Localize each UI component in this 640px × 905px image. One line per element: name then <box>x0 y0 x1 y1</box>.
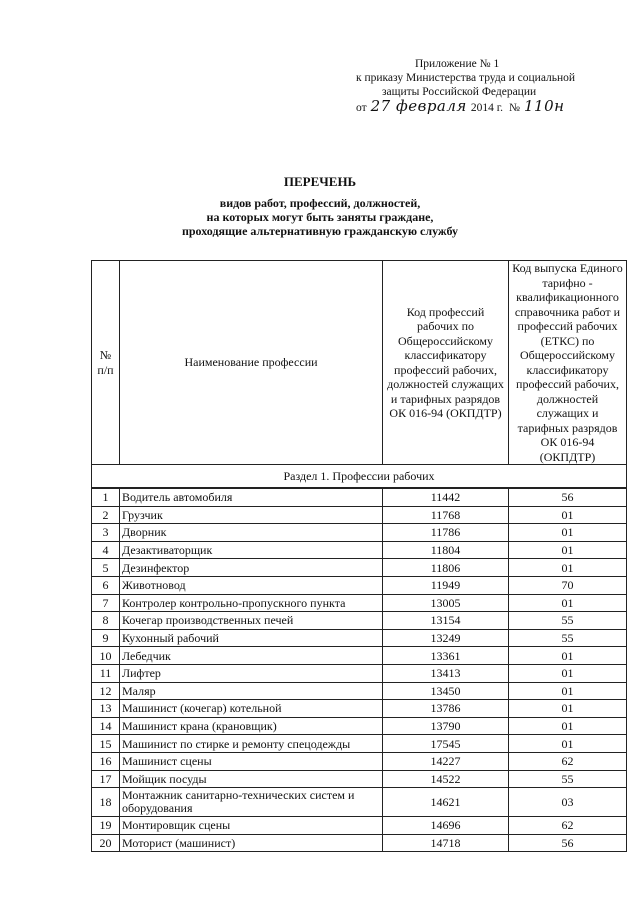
row-etks-code: 01 <box>509 664 627 682</box>
table-row <box>92 834 627 852</box>
row-profession-name: Машинист крана (крановщик) <box>120 717 383 735</box>
row-number: 2 <box>92 506 120 524</box>
appendix-block <box>300 57 620 115</box>
table-row <box>92 717 627 735</box>
header-etks: Код выпуска Единого тарифно - квалификационного справочника работ и профессий рабочих (ЕТКС) по Общероссийскому классификатору профессий рабочих, должностей служащих и тарифных разрядов ОК 016-94 (ОКПДТР) <box>509 261 627 465</box>
row-profession-name: Дезинфектор <box>120 559 383 577</box>
date-prefix: от <box>356 102 367 114</box>
row-etks-code: 70 <box>509 576 627 594</box>
row-etks-code: 01 <box>509 541 627 559</box>
row-etks-code: 01 <box>509 735 627 753</box>
row-etks-code: 03 <box>509 788 627 817</box>
row-profession-name: Животновод <box>120 576 383 594</box>
row-etks-code: 01 <box>509 594 627 612</box>
row-profession-name: Маляр <box>120 682 383 700</box>
header-num: № п/п <box>92 261 120 465</box>
row-profession-name: Дворник <box>120 524 383 542</box>
table-row <box>92 559 627 577</box>
row-okpdtr-code: 11786 <box>383 524 509 542</box>
table-row <box>92 541 627 559</box>
number-sign: № <box>509 102 521 114</box>
section-title: Раздел 1. Профессии рабочих <box>92 465 627 489</box>
row-etks-code: 01 <box>509 524 627 542</box>
table-row <box>92 647 627 665</box>
row-okpdtr-code: 11804 <box>383 541 509 559</box>
subtitle-line-3: проходящие альтернативную гражданскую службу <box>181 224 459 238</box>
row-number: 20 <box>92 834 120 852</box>
row-number: 9 <box>92 629 120 647</box>
subtitle-line-2: на которых могут быть заняты граждане, <box>206 210 434 224</box>
table-row <box>92 664 627 682</box>
row-profession-name: Кочегар производственных печей <box>120 612 383 630</box>
row-number: 11 <box>92 664 120 682</box>
appendix-date-line <box>300 99 620 115</box>
row-number: 16 <box>92 752 120 770</box>
table-row <box>92 700 627 718</box>
row-etks-code: 01 <box>509 647 627 665</box>
row-etks-code: 55 <box>509 612 627 630</box>
row-etks-code: 56 <box>509 488 627 506</box>
row-number: 8 <box>92 612 120 630</box>
row-okpdtr-code: 14227 <box>383 752 509 770</box>
row-etks-code: 01 <box>509 506 627 524</box>
row-profession-name: Лебедчик <box>120 647 383 665</box>
row-profession-name: Мойщик посуды <box>120 770 383 788</box>
row-profession-name: Машинист сцены <box>120 752 383 770</box>
row-okpdtr-code: 13249 <box>383 629 509 647</box>
table-row <box>92 788 627 817</box>
row-okpdtr-code: 11949 <box>383 576 509 594</box>
row-okpdtr-code: 13154 <box>383 612 509 630</box>
row-etks-code: 01 <box>509 559 627 577</box>
table-row <box>92 735 627 753</box>
row-number: 14 <box>92 717 120 735</box>
appendix-line-3: защиты Российской Федерации <box>382 86 537 98</box>
row-number: 7 <box>92 594 120 612</box>
document-subtitle <box>0 196 640 238</box>
row-okpdtr-code: 13450 <box>383 682 509 700</box>
row-number: 19 <box>92 817 120 835</box>
appendix-line-1: Приложение № 1 <box>415 58 500 70</box>
row-etks-code: 01 <box>509 700 627 718</box>
date-year: 2014 г. <box>470 102 504 114</box>
table-row <box>92 752 627 770</box>
row-okpdtr-code: 13005 <box>383 594 509 612</box>
row-okpdtr-code: 11806 <box>383 559 509 577</box>
table-row <box>92 506 627 524</box>
row-etks-code: 55 <box>509 629 627 647</box>
table-row <box>92 524 627 542</box>
row-profession-name: Дезактиваторщик <box>120 541 383 559</box>
table-row <box>92 629 627 647</box>
row-etks-code: 55 <box>509 770 627 788</box>
row-profession-name: Моторист (машинист) <box>120 834 383 852</box>
row-etks-code: 62 <box>509 817 627 835</box>
handwritten-date: 27 февраля <box>370 97 467 115</box>
table-header-row <box>92 261 627 465</box>
header-okpdtr: Код профессий рабочих по Общероссийскому классификатору профессий рабочих, должностей служащих и тарифных разрядов ОК 016-94 (ОКПДТР) <box>383 261 509 465</box>
table-row <box>92 576 627 594</box>
row-okpdtr-code: 14718 <box>383 834 509 852</box>
row-number: 17 <box>92 770 120 788</box>
table-row <box>92 612 627 630</box>
professions-table <box>91 260 627 852</box>
row-okpdtr-code: 14696 <box>383 817 509 835</box>
row-profession-name: Монтажник санитарно-технических систем и оборудования <box>120 788 383 817</box>
header-name: Наименование профессии <box>120 261 383 465</box>
appendix-line-2: к приказу Министерства труда и социальной <box>356 72 576 84</box>
row-profession-name: Машинист (кочегар) котельной <box>120 700 383 718</box>
row-profession-name: Кухонный рабочий <box>120 629 383 647</box>
row-number: 18 <box>92 788 120 817</box>
row-etks-code: 01 <box>509 682 627 700</box>
row-profession-name: Контролер контрольно-пропускного пункта <box>120 594 383 612</box>
row-number: 12 <box>92 682 120 700</box>
row-profession-name: Водитель автомобиля <box>120 488 383 506</box>
row-profession-name: Грузчик <box>120 506 383 524</box>
row-okpdtr-code: 11768 <box>383 506 509 524</box>
row-number: 1 <box>92 488 120 506</box>
row-profession-name: Лифтер <box>120 664 383 682</box>
row-number: 3 <box>92 524 120 542</box>
row-okpdtr-code: 13361 <box>383 647 509 665</box>
row-okpdtr-code: 14621 <box>383 788 509 817</box>
row-profession-name: Машинист по стирке и ремонту спецодежды <box>120 735 383 753</box>
row-okpdtr-code: 14522 <box>383 770 509 788</box>
table-row <box>92 770 627 788</box>
row-number: 5 <box>92 559 120 577</box>
row-number: 15 <box>92 735 120 753</box>
table-row <box>92 488 627 506</box>
row-number: 10 <box>92 647 120 665</box>
handwritten-order-number: 110н <box>524 97 565 115</box>
row-profession-name: Монтировщик сцены <box>120 817 383 835</box>
row-etks-code: 62 <box>509 752 627 770</box>
row-okpdtr-code: 13786 <box>383 700 509 718</box>
row-okpdtr-code: 11442 <box>383 488 509 506</box>
section-row <box>92 465 627 489</box>
row-number: 4 <box>92 541 120 559</box>
row-number: 13 <box>92 700 120 718</box>
table-row <box>92 594 627 612</box>
document-title: ПЕРЕЧЕНЬ <box>283 174 357 189</box>
row-number: 6 <box>92 576 120 594</box>
row-okpdtr-code: 17545 <box>383 735 509 753</box>
row-okpdtr-code: 13413 <box>383 664 509 682</box>
table-row <box>92 817 627 835</box>
table-row <box>92 682 627 700</box>
subtitle-line-1: видов работ, профессий, должностей, <box>219 196 421 210</box>
row-etks-code: 01 <box>509 717 627 735</box>
row-okpdtr-code: 13790 <box>383 717 509 735</box>
row-etks-code: 56 <box>509 834 627 852</box>
